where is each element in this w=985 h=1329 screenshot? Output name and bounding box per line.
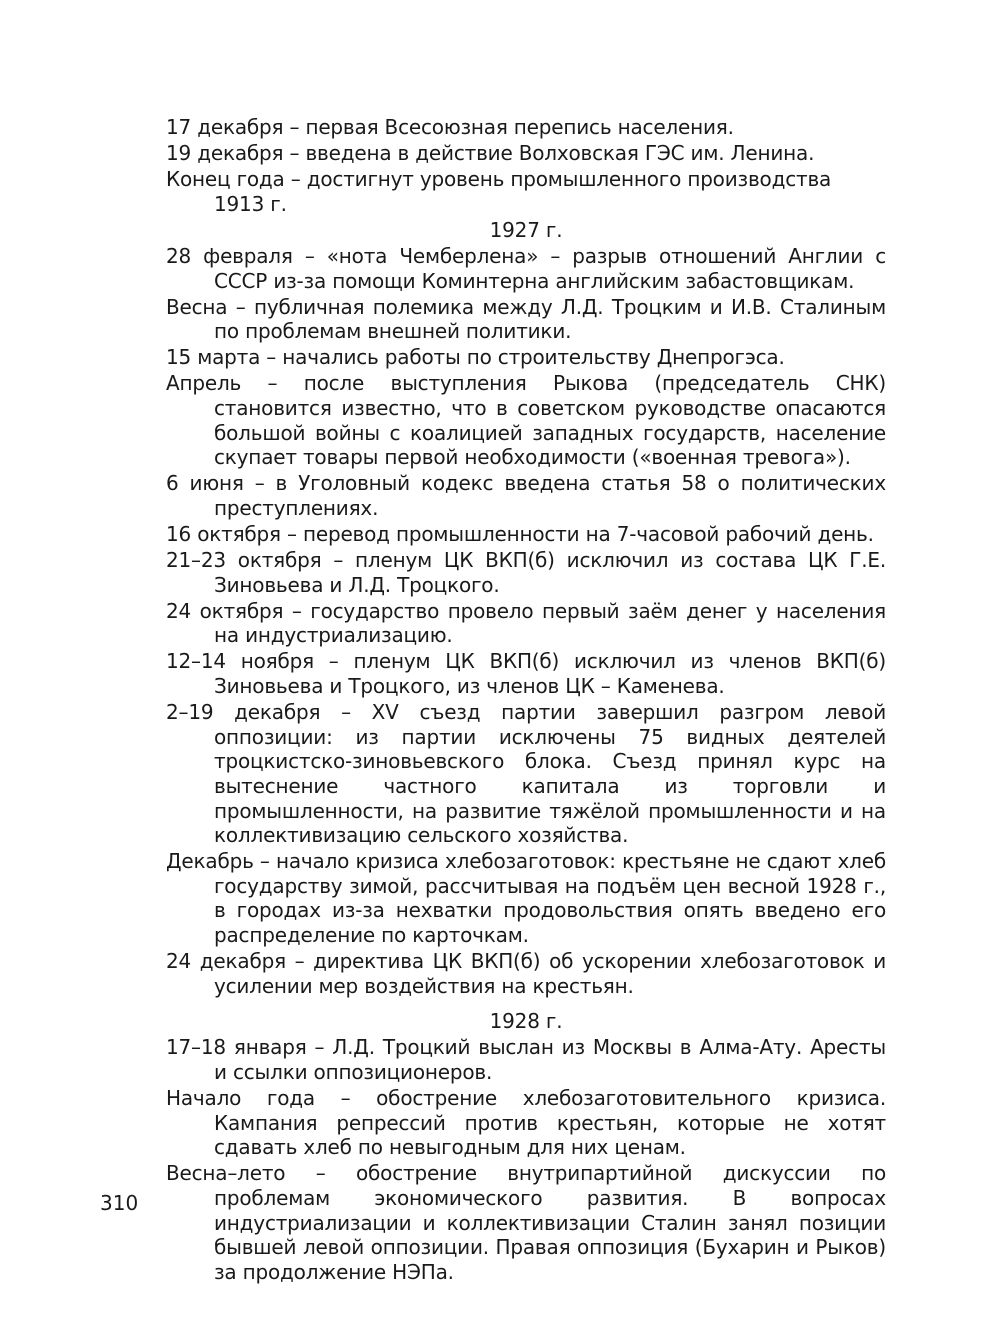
chronology-entry: 17–18 января – Л.Д. Троцкий выслан из Москвы в Алма-Ату. Аресты и ссылки оппозиционеров. bbox=[166, 1035, 886, 1084]
chronology-text bbox=[166, 115, 886, 1286]
page-number: 310 bbox=[100, 1191, 139, 1215]
chronology-entry: Декабрь – начало кризиса хлебозаготовок: крестьяне не сдают хлеб государству зимой, рассчитывая на подъём цен весной 1928 г., в городах из-за нехватки продовольствия опять введено его распределение по карточкам. bbox=[166, 849, 886, 947]
chronology-entry: 24 октября – государство провело первый заём денег у населения на индустриализацию. bbox=[166, 598, 886, 648]
chronology-entry: Конец года – достигнут уровень промышленного производства 1913 г. bbox=[166, 167, 832, 216]
chronology-entry: 2–19 декабря – XV съезд партии завершил разгром левой оппозиции: из партии исключены 75 видных деятелей троцкистско-зиновьевского блока. Съезд принял курс на вытеснение частного капитала из торговли и промышленности, на развитие тяжёлой промышленности и на коллективизацию сельского хозяйства. bbox=[166, 700, 886, 848]
chronology-entry: Апрель – после выступления Рыкова (председатель СНК) становится известно, что в советском руководстве опасаются большой войны с коалицией западных государств, население скупает товары первой необходимости («военная тревога»). bbox=[166, 371, 886, 470]
chronology-entry: 19 декабря – введена в действие Волховская ГЭС им. Ленина. bbox=[166, 141, 815, 166]
chronology-entry: 17 декабря – первая Всесоюзная перепись населения. bbox=[166, 115, 734, 139]
chronology-entry: Весна – публичная полемика между Л.Д. Троцким и И.В. Сталиным по проблемам внешней политики. bbox=[166, 294, 886, 344]
chronology-entry: 21–23 октября – пленум ЦК ВКП(б) исключил из состава ЦК Г.Е. Зиновьева и Л.Д. Троцкого. bbox=[166, 548, 886, 597]
chronology-entry: 28 февраля – «нота Чемберлена» – разрыв отношений Англии с СССР из-за помощи Коминтерна английским забастовщикам. bbox=[166, 243, 886, 293]
chronology-entry: Начало года – обострение хлебозаготовительного кризиса. Кампания репрессий против крестьян, которые не хотят сдавать хлеб по невыгодным для них ценам. bbox=[166, 1086, 886, 1160]
chronology-entry: 12–14 ноября – пленум ЦК ВКП(б) исключил из членов ВКП(б) Зиновьева и Троцкого, из членов ЦК – Каменева. bbox=[166, 649, 886, 699]
year-heading: 1927 г. bbox=[489, 217, 563, 242]
chronology-entry: 24 декабря – директива ЦК ВКП(б) об ускорении хлебозаготовок и усилении мер воздействия на крестьян. bbox=[166, 949, 886, 998]
chronology-entry: Весна–лето – обострение внутрипартийной дискуссии по проблемам экономического развития. В вопросах индустриализации и коллективизации Сталин занял позиции бывшей левой оппозиции. Правая оппозиция (Бухарин и Рыков) за продолжение НЭПа. bbox=[166, 1161, 886, 1284]
chronology-entry: 15 марта – начались работы по строительству Днепрогэса. bbox=[166, 345, 785, 370]
year-heading: 1928 г. bbox=[489, 1009, 563, 1034]
chronology-entry: 6 июня – в Уголовный кодекс введена статья 58 о политических преступлениях. bbox=[166, 471, 886, 520]
chronology-entry: 16 октября – перевод промышленности на 7-часовой рабочий день. bbox=[166, 522, 874, 546]
